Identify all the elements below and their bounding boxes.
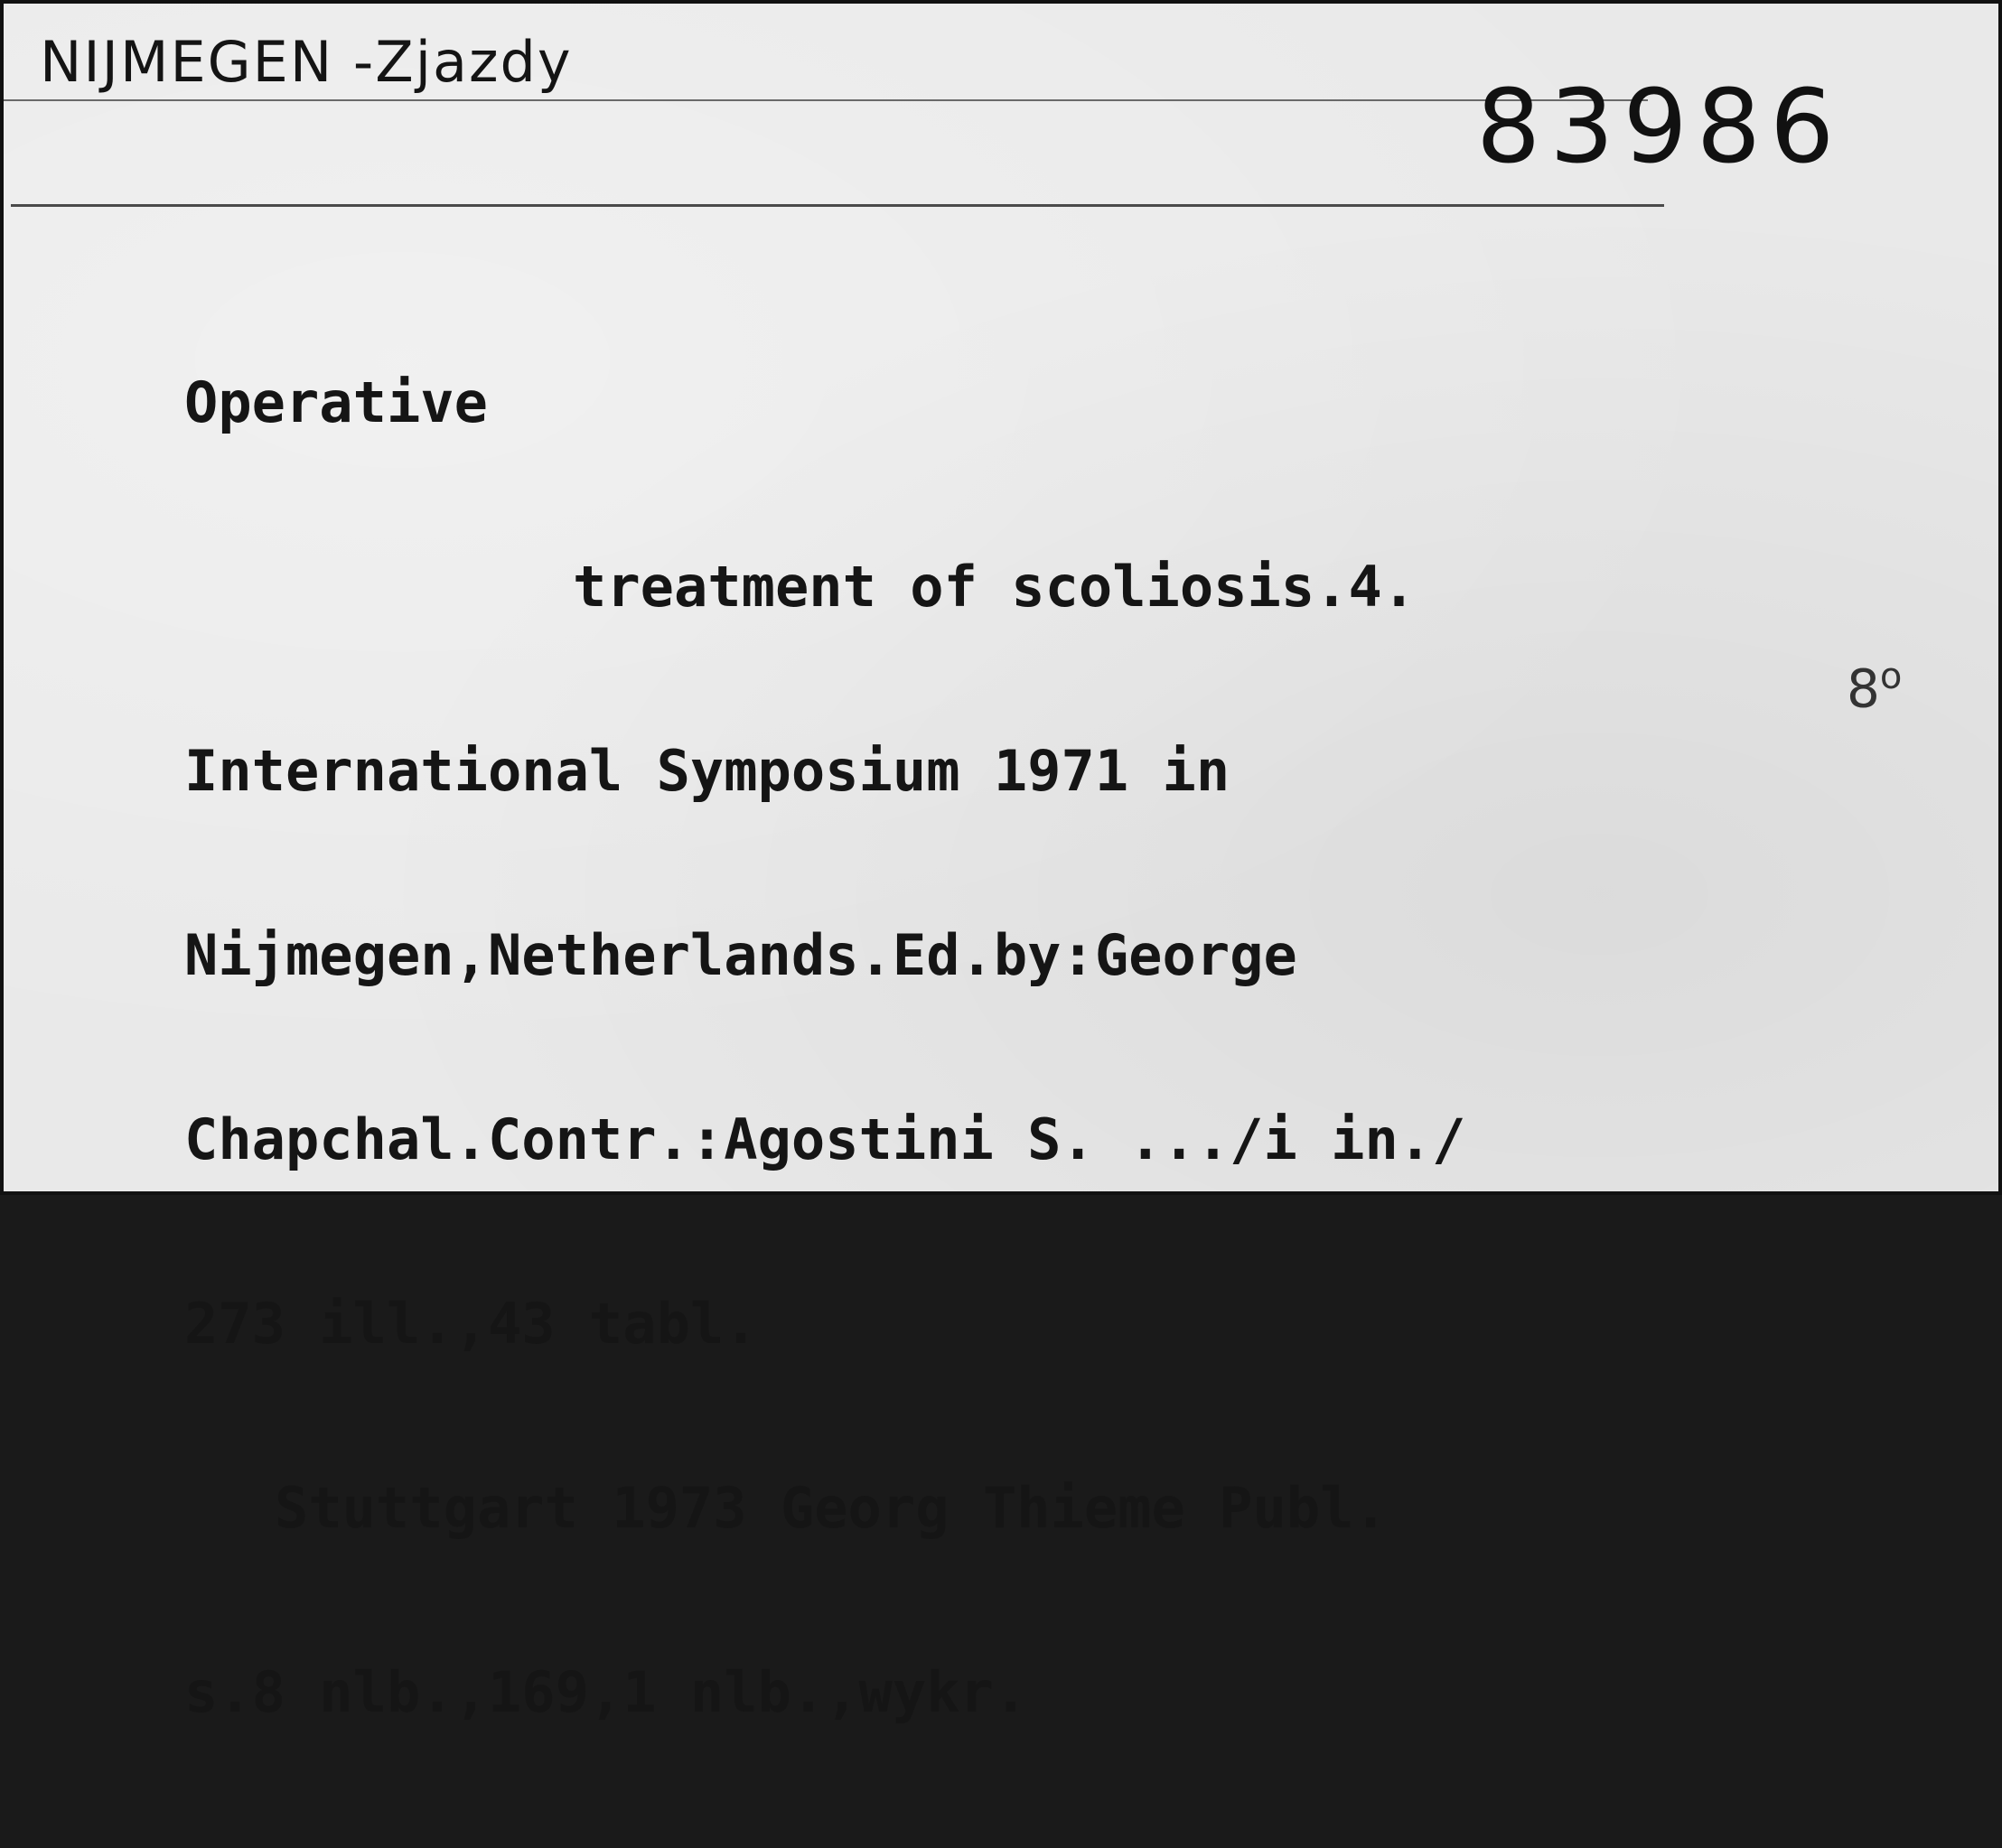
format-value: 8 bbox=[1847, 658, 1880, 720]
title-line-2: treatment of scoliosis.4. bbox=[573, 554, 1417, 620]
description-line-2: Nijmegen,Netherlands.Ed.by:George bbox=[184, 922, 1297, 988]
title-line-1: Operative bbox=[184, 369, 488, 435]
heading-rule bbox=[4, 99, 1648, 101]
card-body bbox=[184, 249, 1465, 1846]
description-line-3: Chapchal.Contr.:Agostini S. .../i in./ bbox=[184, 1106, 1466, 1172]
format-degree: o bbox=[1879, 656, 1903, 697]
description-line-1: International Symposium 1971 in bbox=[184, 738, 1230, 804]
collation-line: s.8 nlb.,169,1 nlb.,wykr. bbox=[184, 1659, 1028, 1725]
description-line-4: 273 ill.,43 tabl. bbox=[184, 1291, 758, 1357]
imprint-line: Stuttgart 1973 Georg Thieme Publ. bbox=[275, 1475, 1388, 1541]
card-heading: NIJMEGEN -Zjazdy bbox=[40, 29, 573, 95]
section-rule bbox=[11, 204, 1664, 207]
format-size bbox=[1847, 656, 1902, 719]
call-number: 83986 bbox=[1476, 69, 1844, 186]
